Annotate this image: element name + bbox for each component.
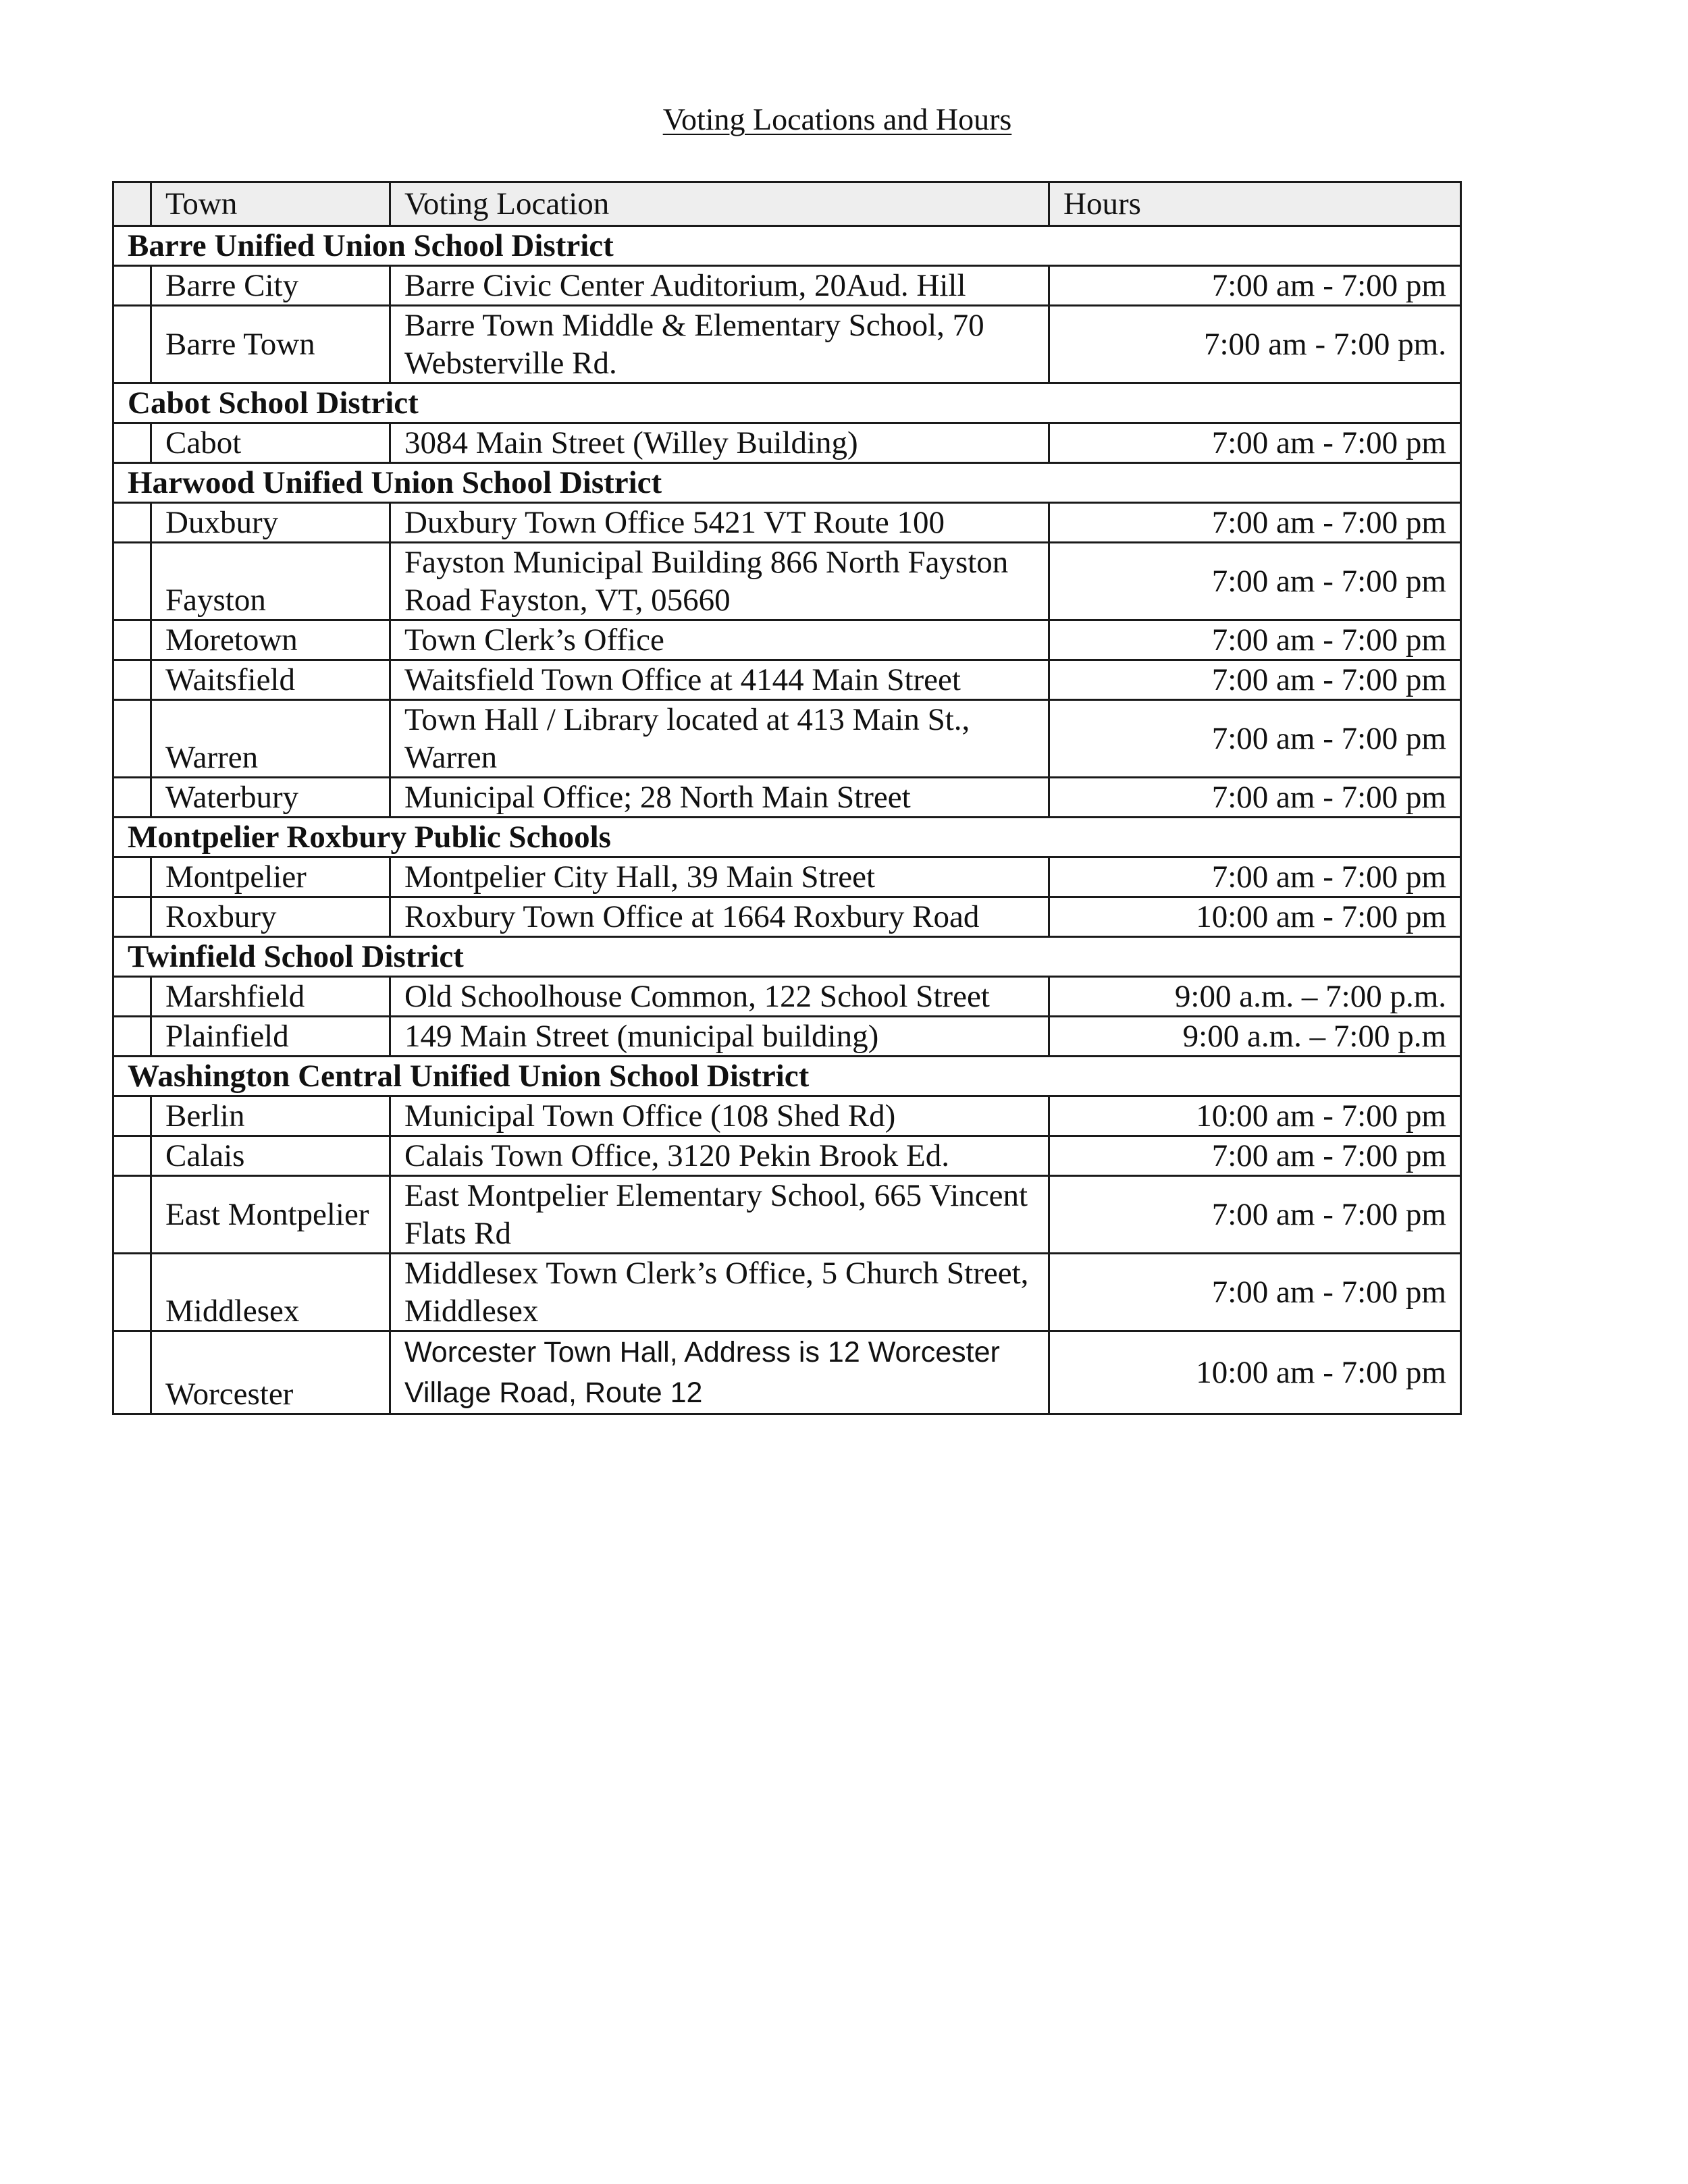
town-cell: Duxbury: [151, 503, 390, 543]
district-name: Montpelier Roxbury Public Schools: [113, 818, 1461, 857]
header-voting-location: Voting Location: [390, 182, 1049, 226]
table-row: [113, 423, 1461, 463]
row-marker-cell: [113, 266, 151, 306]
location-cell: Roxbury Town Office at 1664 Roxbury Road: [390, 897, 1049, 937]
table-row: [113, 266, 1461, 306]
town-cell: Warren: [151, 700, 390, 778]
header-hours: Hours: [1049, 182, 1461, 226]
table-row: [113, 660, 1461, 700]
table-row: [113, 1176, 1461, 1254]
table-row: [113, 1136, 1461, 1176]
row-marker-cell: [113, 620, 151, 660]
town-cell: Roxbury: [151, 897, 390, 937]
voting-locations-table: [112, 181, 1462, 1415]
hours-cell: 10:00 am - 7:00 pm: [1049, 1096, 1461, 1136]
district-row: [113, 383, 1461, 423]
location-cell: East Montpelier Elementary School, 665 Vincent Flats Rd: [390, 1176, 1049, 1254]
town-cell: Berlin: [151, 1096, 390, 1136]
district-name: Washington Central Unified Union School District: [113, 1057, 1461, 1096]
location-cell: Worcester Town Hall, Address is 12 Worcester Village Road, Route 12: [390, 1331, 1049, 1414]
town-cell: Barre City: [151, 266, 390, 306]
row-marker-cell: [113, 1331, 151, 1414]
table-row: [113, 1331, 1461, 1414]
row-marker-cell: [113, 1176, 151, 1254]
town-cell: Montpelier: [151, 857, 390, 897]
district-name: Cabot School District: [113, 383, 1461, 423]
town-cell: Barre Town: [151, 306, 390, 383]
hours-cell: 7:00 am - 7:00 pm: [1049, 1176, 1461, 1254]
table-header-row: [113, 182, 1461, 226]
location-cell: Montpelier City Hall, 39 Main Street: [390, 857, 1049, 897]
district-row: [113, 818, 1461, 857]
table-row: [113, 977, 1461, 1017]
header-blank-cell: [113, 182, 151, 226]
table-row: [113, 1254, 1461, 1331]
town-cell: Calais: [151, 1136, 390, 1176]
table-row: [113, 306, 1461, 383]
district-name: Barre Unified Union School District: [113, 226, 1461, 266]
row-marker-cell: [113, 977, 151, 1017]
town-cell: Waitsfield: [151, 660, 390, 700]
hours-cell: 7:00 am - 7:00 pm: [1049, 503, 1461, 543]
row-marker-cell: [113, 1254, 151, 1331]
district-name: Harwood Unified Union School District: [113, 463, 1461, 503]
town-cell: Middlesex: [151, 1254, 390, 1331]
district-row: [113, 226, 1461, 266]
header-town: Town: [151, 182, 390, 226]
table-row: [113, 1017, 1461, 1057]
location-cell: Calais Town Office, 3120 Pekin Brook Ed.: [390, 1136, 1049, 1176]
town-cell: Fayston: [151, 543, 390, 620]
location-cell: Town Clerk’s Office: [390, 620, 1049, 660]
hours-cell: 7:00 am - 7:00 pm: [1049, 700, 1461, 778]
table-row: [113, 700, 1461, 778]
table-row: [113, 620, 1461, 660]
hours-cell: 9:00 a.m. – 7:00 p.m.: [1049, 977, 1461, 1017]
district-row: [113, 463, 1461, 503]
town-cell: Cabot: [151, 423, 390, 463]
town-cell: Moretown: [151, 620, 390, 660]
hours-cell: 7:00 am - 7:00 pm: [1049, 1254, 1461, 1331]
location-cell: Barre Civic Center Auditorium, 20Aud. Hill: [390, 266, 1049, 306]
hours-cell: 10:00 am - 7:00 pm: [1049, 1331, 1461, 1414]
town-cell: Plainfield: [151, 1017, 390, 1057]
row-marker-cell: [113, 700, 151, 778]
hours-cell: 7:00 am - 7:00 pm: [1049, 266, 1461, 306]
row-marker-cell: [113, 778, 151, 818]
location-cell: Old Schoolhouse Common, 122 School Street: [390, 977, 1049, 1017]
town-cell: East Montpelier: [151, 1176, 390, 1254]
row-marker-cell: [113, 503, 151, 543]
location-cell: Waitsfield Town Office at 4144 Main Street: [390, 660, 1049, 700]
location-cell: Fayston Municipal Building 866 North Fayston Road Fayston, VT, 05660: [390, 543, 1049, 620]
row-marker-cell: [113, 1136, 151, 1176]
row-marker-cell: [113, 897, 151, 937]
hours-cell: 7:00 am - 7:00 pm: [1049, 423, 1461, 463]
location-cell: Barre Town Middle & Elementary School, 70 Websterville Rd.: [390, 306, 1049, 383]
row-marker-cell: [113, 857, 151, 897]
location-cell: 3084 Main Street (Willey Building): [390, 423, 1049, 463]
hours-cell: 7:00 am - 7:00 pm: [1049, 857, 1461, 897]
hours-cell: 7:00 am - 7:00 pm.: [1049, 306, 1461, 383]
hours-cell: 7:00 am - 7:00 pm: [1049, 1136, 1461, 1176]
table-row: [113, 778, 1461, 818]
row-marker-cell: [113, 1017, 151, 1057]
row-marker-cell: [113, 423, 151, 463]
location-cell: 149 Main Street (municipal building): [390, 1017, 1049, 1057]
district-name: Twinfield School District: [113, 937, 1461, 977]
town-cell: Worcester: [151, 1331, 390, 1414]
district-row: [113, 1057, 1461, 1096]
table-row: [113, 543, 1461, 620]
table-row: [113, 897, 1461, 937]
page-title: Voting Locations and Hours: [662, 102, 1012, 136]
hours-cell: 7:00 am - 7:00 pm: [1049, 620, 1461, 660]
hours-cell: 7:00 am - 7:00 pm: [1049, 660, 1461, 700]
hours-cell: 10:00 am - 7:00 pm: [1049, 897, 1461, 937]
row-marker-cell: [113, 543, 151, 620]
row-marker-cell: [113, 306, 151, 383]
hours-cell: 7:00 am - 7:00 pm: [1049, 778, 1461, 818]
town-cell: Waterbury: [151, 778, 390, 818]
location-cell: Middlesex Town Clerk’s Office, 5 Church Street, Middlesex: [390, 1254, 1049, 1331]
table-row: [113, 1096, 1461, 1136]
hours-cell: 7:00 am - 7:00 pm: [1049, 543, 1461, 620]
table-row: [113, 857, 1461, 897]
location-cell: Municipal Office; 28 North Main Street: [390, 778, 1049, 818]
row-marker-cell: [113, 1096, 151, 1136]
row-marker-cell: [113, 660, 151, 700]
location-cell: Duxbury Town Office 5421 VT Route 100: [390, 503, 1049, 543]
town-cell: Marshfield: [151, 977, 390, 1017]
table-row: [113, 503, 1461, 543]
district-row: [113, 937, 1461, 977]
hours-cell: 9:00 a.m. – 7:00 p.m: [1049, 1017, 1461, 1057]
location-cell: Town Hall / Library located at 413 Main St., Warren: [390, 700, 1049, 778]
location-cell: Municipal Town Office (108 Shed Rd): [390, 1096, 1049, 1136]
